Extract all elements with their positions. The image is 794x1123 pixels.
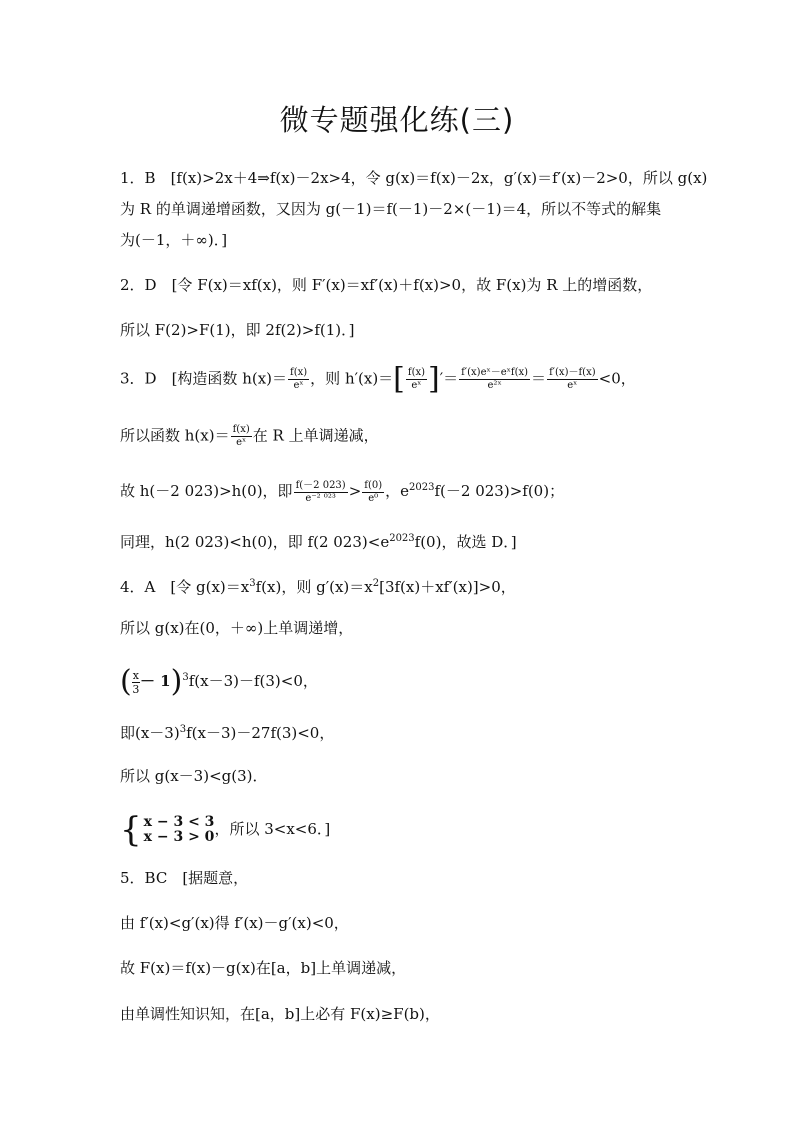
q2-line-1: 2．D [令 F(x)＝xf(x)，则 F′(x)＝xf′(x)＋f(x)>0，故 F(x)为 R 上的增函数， [120,276,653,294]
left-bracket: [ [393,361,405,397]
q4-line3-suffix: f(x－3)－f(3)<0， [188,672,318,690]
q4-line1-exp: 3 [249,578,256,589]
q5-line-3: 故 F(x)＝f(x)－g(x)在[a，b]上单调递减， [120,959,407,977]
q4-system [144,815,215,845]
right-bracket: ] [428,361,440,397]
q1-line-2: 为 R 的单调递增函数，又因为 g(－1)＝f(－1)－2×(－1)＝4，所以不等式的解集 [120,200,662,218]
q3-fraction-1-den: eˣ [293,380,304,391]
q4-line1-prefix: 4．A [令 g(x)＝x [120,578,250,596]
left-brace: { [120,810,142,850]
q3-line-3 [120,478,564,504]
q3-line-2 [120,425,379,448]
q4-line-1 [120,574,516,597]
q3-prefix: 3．D [构造函数 h(x)＝ [120,369,288,388]
q3-line3-gt: > [348,482,362,500]
q3-line4-exp: 2023 [389,533,415,544]
q4-line1-suffix: [3f(x)＋xf′(x)]>0， [379,578,516,596]
right-paren: ) [170,664,183,699]
q4-line-2: 所以 g(x)在(0，＋∞)上单调递增， [120,619,354,637]
q3-line-1 [120,361,636,397]
q3-fraction-4-den: eˣ [567,380,578,391]
q4-line3-minus: － 1 [139,672,171,690]
q4-line1-exp2: 2 [372,578,380,589]
q4-line1-mid: f(x)，则 g′(x)＝x [255,578,373,596]
q4-line3-exp: 3 [182,672,189,683]
q3-line2-fraction-den: eˣ [236,437,247,448]
q4-line3-fraction-den: 3 [132,682,140,696]
q4-line-5: 所以 g(x－3)<g(3)． [120,767,268,785]
q3-line3-exp: 2023 [409,482,435,493]
q4-system-row-2: x − 3 > 0 [143,829,215,845]
q3-line2-prefix: 所以函数 h(x)＝ [120,426,230,445]
q3-line3-fraction-1-den: e⁻² ⁰²³ [305,492,336,504]
q3-line2-suffix: 在 R 上单调递减， [252,426,379,445]
q3-fraction-1 [288,368,309,391]
q3-fraction-3-num: f′(x)eˣ－eˣf(x) [461,367,529,378]
q3-eq: ＝ [531,369,547,388]
q3-line3-suffix: f(－2 023)>f(0)； [434,482,565,500]
q3-fraction-3-den: e²ˣ [487,380,502,391]
q5-line-1: 5．BC [据题意， [120,869,249,887]
left-paren: ( [120,664,132,699]
q5-line-4: 由单调性知识知，在[a，b]上必有 F(x)≥F(b)， [120,1005,440,1023]
q3-line3-prefix: 故 h(－2 023)>h(0)，即 [120,482,293,500]
q4-line-6 [120,810,331,850]
q1-line-3: 为(－1，＋∞)．] [120,231,228,249]
q4-line4-exp: 3 [179,724,187,735]
q3-fraction-4 [547,368,598,391]
q3-line3-fraction-1 [294,481,348,504]
q3-line4-prefix: 同理，h(2 023)<h(0)，即 f(2 023)<e [120,533,390,551]
q3-suffix: <0， [598,369,636,388]
q3-mid: ，则 h′(x)＝ [310,369,394,388]
q3-fraction-2 [406,368,427,391]
q4-line-3 [120,664,318,699]
q4-line3-fraction [132,670,140,695]
q5-line-2: 由 f′(x)<g′(x)得 f′(x)－g′(x)<0， [120,914,349,932]
q3-line2-fraction-num: f(x) [232,424,250,435]
page-title: 微专题强化练(三) [279,103,515,137]
q3-fraction-3 [459,368,530,391]
q3-fraction-4-num: f′(x)－f(x) [549,367,596,378]
q3-line3-fraction-2 [362,481,384,504]
q3-prime: ′＝ [439,369,459,388]
q1-line-1: 1．B [f(x)>2x＋4⇒f(x)－2x>4，令 g(x)＝f(x)－2x，g′(x)＝f′(x)－2>0，所以 g(x) [120,169,708,187]
q3-line-4 [120,529,517,552]
q2-line-2: 所以 F(2)>F(1)，即 2f(2)>f(1)．] [120,321,355,339]
q3-line3-mid: ，e [385,482,410,500]
q3-fraction-2-num: f(x) [407,367,426,378]
q4-line3-fraction-num: x [132,668,139,682]
q4-system-row-1: x − 3 < 3 [143,814,215,830]
q3-line3-fraction-1-num: f(－2 023) [295,479,346,491]
q3-line3-fraction-2-den: e⁰ [368,492,379,504]
q3-fraction-1-num: f(x) [290,367,308,378]
q3-line3-fraction-2-num: f(0) [364,479,383,491]
q3-fraction-2-den: eˣ [411,380,422,391]
q4-line6-suffix: ，所以 3<x<6．] [214,820,331,838]
q3-line2-fraction [231,425,252,448]
q4-line4-prefix: 即(x－3) [120,724,180,742]
q4-line4-suffix: f(x－3)－27f(3)<0， [186,724,335,742]
q4-line-4 [120,720,334,743]
q3-line4-suffix: f(0)，故选 D．] [414,533,517,551]
